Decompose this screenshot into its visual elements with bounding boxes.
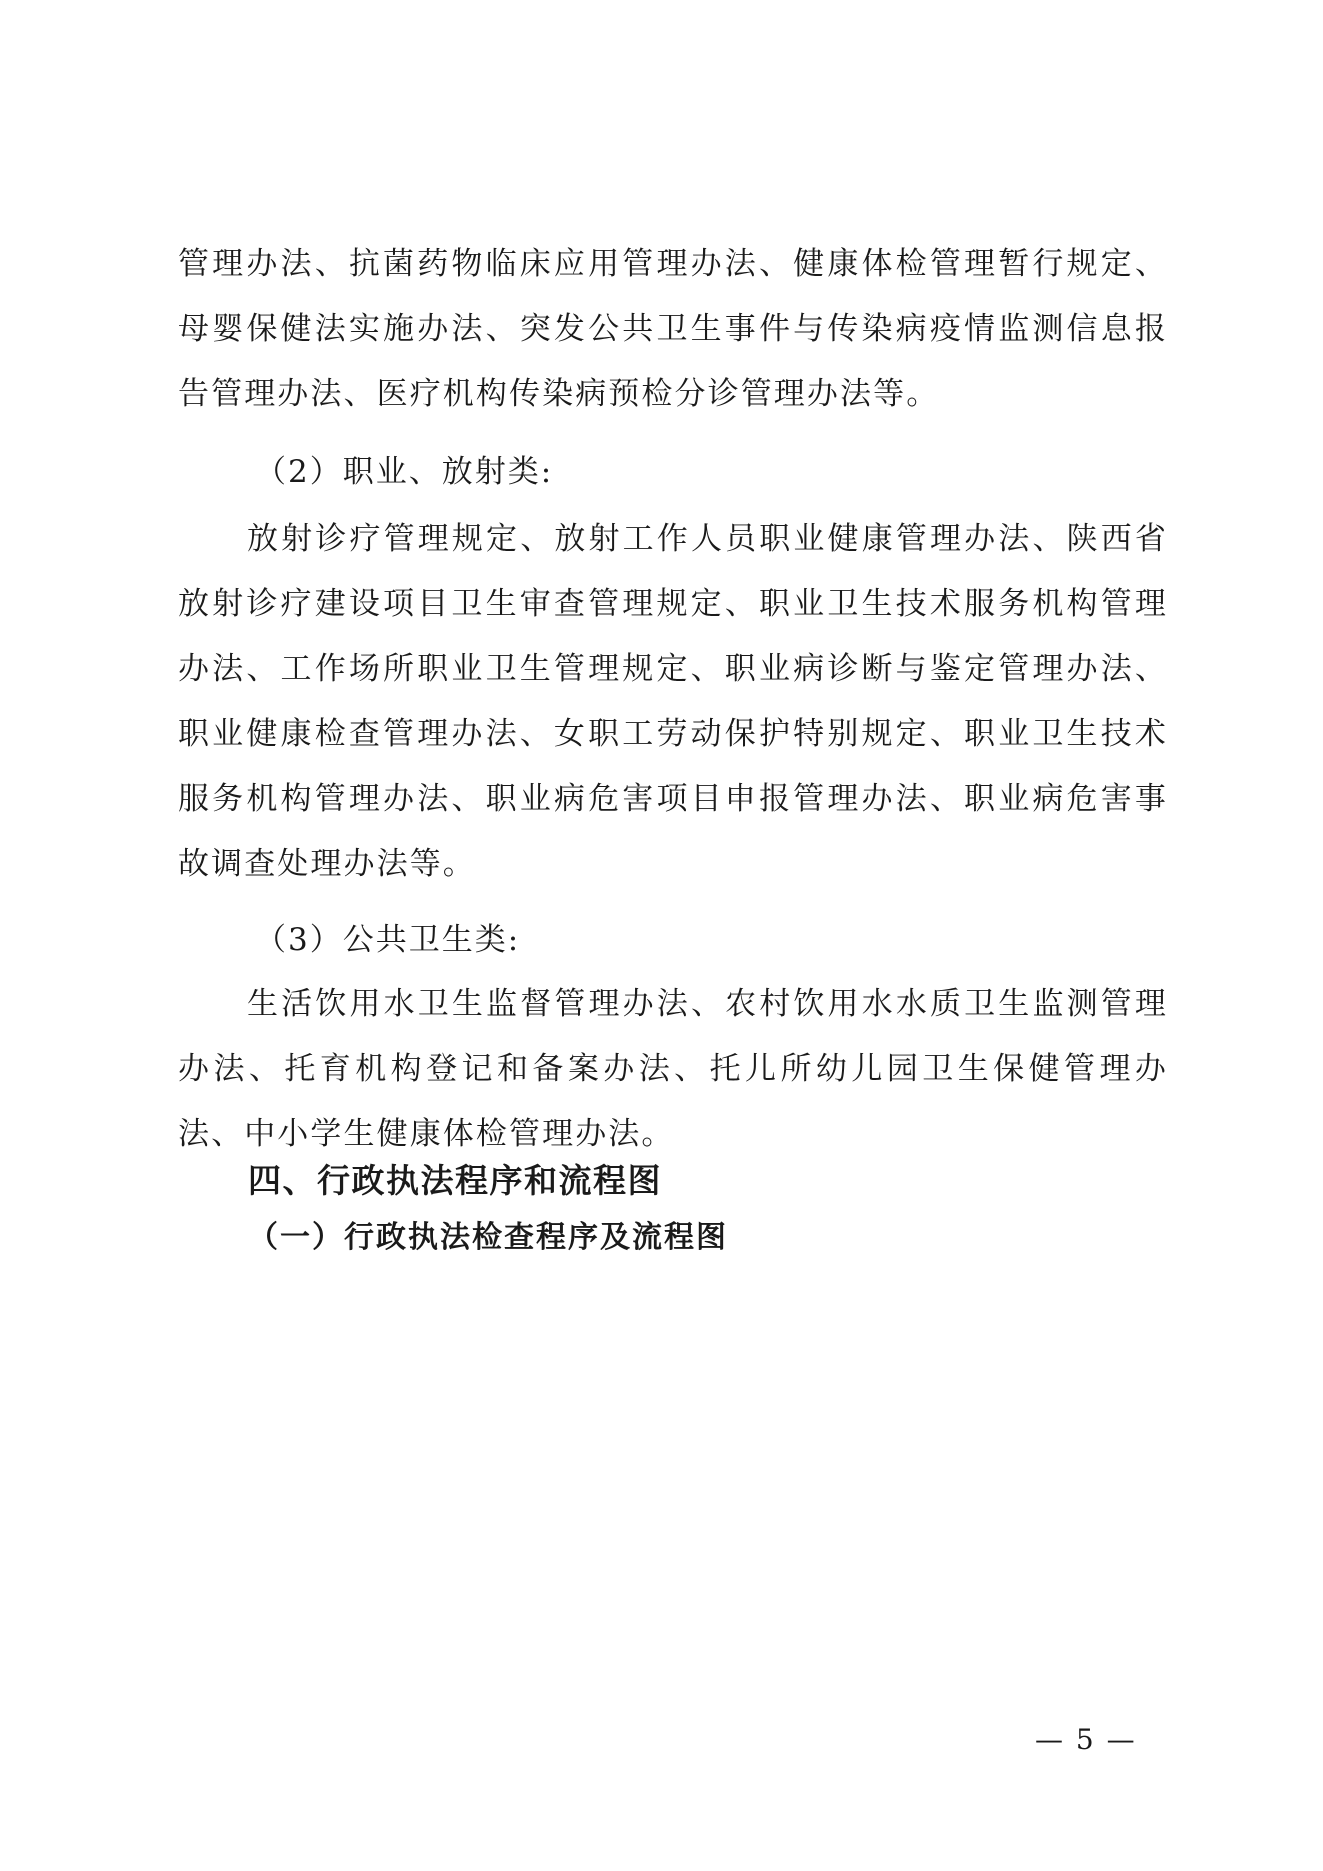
public-health-label: （3）公共卫生类:: [255, 922, 521, 958]
public-health-paragraph: 生活饮用水卫生监督管理办法、农村饮用水水质卫生监测管理办法、托育机构登记和备案办法、托儿所幼儿园卫生保健管理办法、中小学生健康体检管理办法。: [178, 986, 1168, 1152]
page-number: — 5 —: [1035, 1723, 1137, 1756]
occupational-radiation-label: （2）职业、放射类:: [255, 454, 554, 490]
subsection-heading-inspection: （一）行政执法检查程序及流程图: [248, 1220, 728, 1255]
section-heading-procedures: 四、行政执法程序和流程图: [248, 1161, 662, 1200]
occupational-radiation-paragraph: 放射诊疗管理规定、放射工作人员职业健康管理办法、陕西省放射诊疗建设项目卫生审查管理规定、职业卫生技术服务机构管理办法、工作场所职业卫生管理规定、职业病诊断与鉴定管理办法、职业健康检查管理办法、女职工劳动保护特别规定、职业卫生技术服务机构管理办法、职业病危害项目申报管理办法、职业病危害事故调查处理办法等。: [178, 521, 1168, 882]
continuation-paragraph: 管理办法、抗菌药物临床应用管理办法、健康体检管理暂行规定、母婴保健法实施办法、突发公共卫生事件与传染病疫情监测信息报告管理办法、医疗机构传染病预检分诊管理办法等。: [178, 246, 1168, 412]
